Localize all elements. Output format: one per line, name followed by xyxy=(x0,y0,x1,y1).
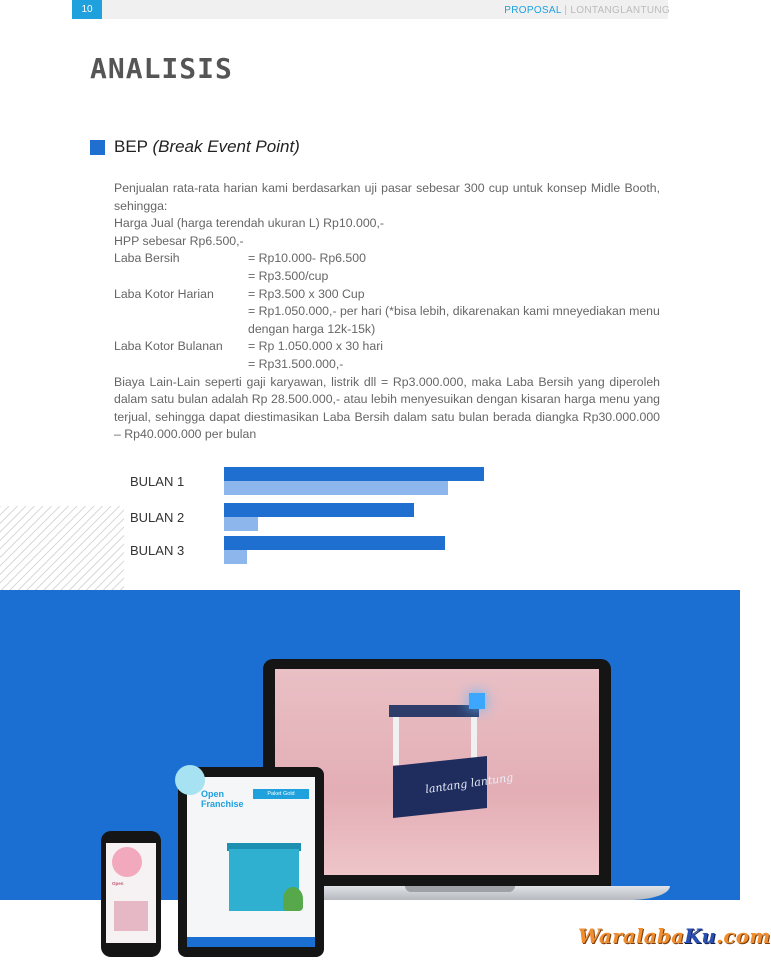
phone-screen xyxy=(106,843,156,943)
watermark-part3: .com xyxy=(716,924,771,948)
laptop-notch xyxy=(405,886,515,892)
calc-label: Laba Kotor Harian xyxy=(114,286,214,301)
tablet-screen xyxy=(187,777,315,947)
calc-row xyxy=(114,268,660,286)
chart-bar-series-dark xyxy=(224,536,445,550)
calc-row xyxy=(114,356,660,374)
calc-value: = Rp3.500/cup xyxy=(248,268,329,283)
calc-label xyxy=(114,356,248,374)
watermark-logo xyxy=(578,924,771,948)
page-title: ANALISIS xyxy=(90,52,233,85)
section-title-main: BEP xyxy=(114,137,153,156)
header-brand xyxy=(504,5,670,16)
phone-booth xyxy=(114,901,148,931)
calc-row xyxy=(114,303,660,338)
chart-bar-series-dark xyxy=(224,503,414,517)
tablet-mockup xyxy=(178,767,324,957)
calc-label: Laba Bersih xyxy=(114,251,180,266)
calc-value: = Rp10.000- Rp6.500 xyxy=(248,251,366,266)
phone-circle-decoration xyxy=(112,847,142,877)
booth-light xyxy=(469,693,485,709)
closing-paragraph: Biaya Lain-Lain seperti gaji karyawan, listrik dll = Rp3.000.000, maka Laba Bersih yang diperoleh dalam satu bulan adalah Rp 28.500.000,- atau lebih menyesuikan dengan kisaran harga menu yang terjual, sehingga dapat diestimasikan Laba Bersih dalam satu bulan berada diangka Rp30.000.000 – Rp40.000.000 per bulan xyxy=(114,374,660,442)
calc-label xyxy=(114,268,248,286)
chart-category-label: BULAN 3 xyxy=(130,543,185,558)
doc-type-label: PROPOSAL xyxy=(504,5,562,16)
harga-jual-line: Harga Jual (harga terendah ukuran L) Rp10.000,- xyxy=(114,216,385,231)
hatch-decoration xyxy=(0,506,124,590)
body-text xyxy=(114,180,660,444)
booth-logo-script: lantang lantung xyxy=(424,770,515,797)
phone-title: Open xyxy=(112,881,124,886)
chart-bar-series-light xyxy=(224,517,258,531)
calc-row xyxy=(114,286,660,304)
booth-post xyxy=(393,717,399,765)
calc-value: = Rp31.500.000,- xyxy=(248,356,344,371)
page-number: 10 xyxy=(72,0,102,19)
calc-row xyxy=(114,250,660,268)
intro-paragraph: Penjualan rata-rata harian kami berdasarkan uji pasar sebesar 300 cup untuk konsep Midle Booth, sehingga: xyxy=(114,181,660,213)
section-square-icon xyxy=(90,140,105,155)
calc-value: = Rp1.050.000,- per hari (*bisa lebih, dikarenakan kami mneyediakan menu dengan harga 12k-15k) xyxy=(248,304,660,336)
section-title-italic: (Break Event Point) xyxy=(152,137,300,156)
booth-canopy xyxy=(389,705,479,717)
watermark-part1: Waralaba xyxy=(578,924,685,948)
chart-bar-series-light xyxy=(224,481,448,495)
chart-bar-series-light xyxy=(224,550,247,564)
tablet-plant xyxy=(283,887,303,911)
calc-label: Laba Kotor Bulanan xyxy=(114,339,223,354)
tablet-open-heading xyxy=(201,789,244,809)
calc-row xyxy=(114,338,660,356)
hpp-line: HPP sebesar Rp6.500,- xyxy=(114,233,244,248)
tablet-open-text: Open xyxy=(201,789,225,799)
calc-value: = Rp3.500 x 300 Cup xyxy=(248,286,365,301)
header-separator: | xyxy=(561,5,571,16)
tablet-footer-bar xyxy=(187,937,315,947)
brand-label: LONTANGLANTUNG xyxy=(570,5,670,16)
watermark-part2: Ku xyxy=(684,924,717,948)
phone-mockup xyxy=(101,831,161,957)
tablet-paket-label: Paket Gold xyxy=(253,789,309,799)
chart-category-label: BULAN 1 xyxy=(130,474,185,489)
section-title xyxy=(114,137,300,157)
tablet-franchise-text: Franchise xyxy=(201,799,244,809)
chart-bar-series-dark xyxy=(224,467,484,481)
calc-label xyxy=(114,303,248,338)
chart-category-label: BULAN 2 xyxy=(130,510,185,525)
calc-value: = Rp 1.050.000 x 30 hari xyxy=(248,339,384,354)
